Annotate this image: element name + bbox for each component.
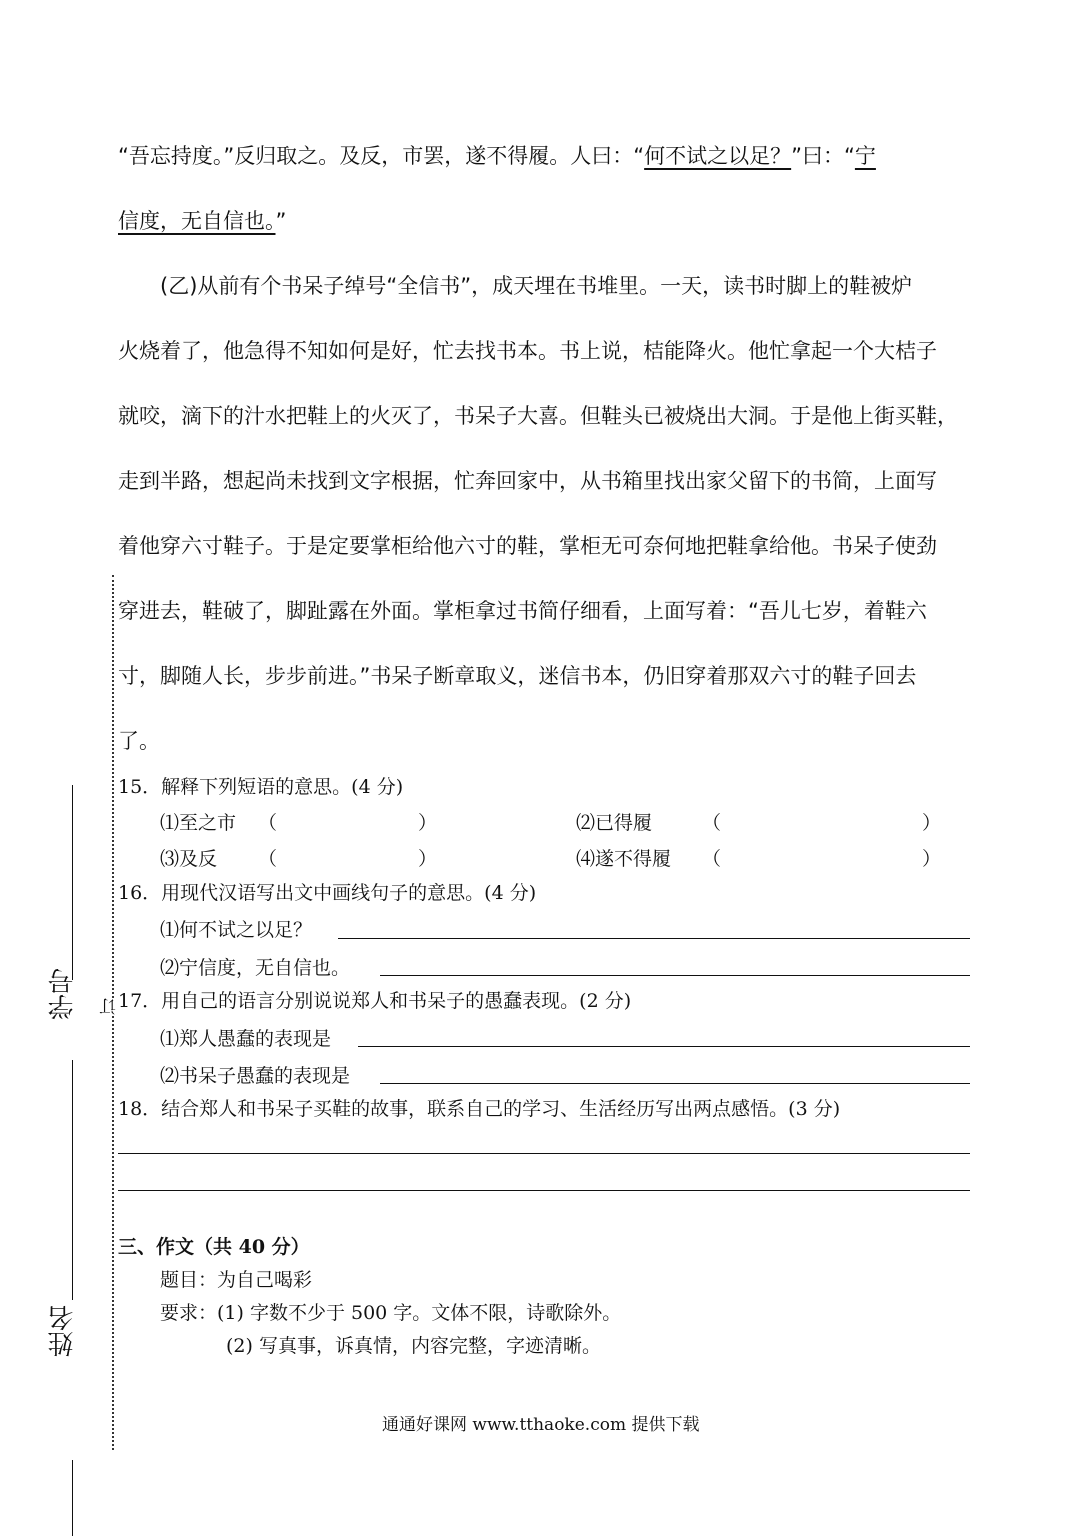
q15-item-2-open-paren: （ <box>702 812 722 834</box>
q15-item-1: ⑴至之市 <box>160 812 237 834</box>
q15-item-2-close-paren: ） <box>922 812 942 834</box>
passage-yi-line: 火烧着了，他急得不知如何是好，忙去找书本。书上说，桔能降火。他忙拿起一个大桔子 <box>118 339 937 363</box>
student-id-label: 学号 <box>48 968 78 1020</box>
underlined-sentence-2-end: 信度，无自信也。 <box>118 209 276 233</box>
q15-item-2: ⑵已得履 <box>576 812 653 834</box>
q18-title: 18．结合郑人和书呆子买鞋的故事，联系自己的学习、生活经历写出两点感悟。(3 分) <box>118 1098 841 1120</box>
passage-yi-line: 穿进去，鞋破了，脚趾露在外面。掌柜拿过书简仔细看，上面写着：“吾儿七岁，着鞋六 <box>118 599 927 623</box>
q15-item-4: ⑷遂不得履 <box>576 848 672 870</box>
essay-heading: 三、作文（共 40 分） <box>118 1236 310 1258</box>
q15-item-4-close-paren: ） <box>922 848 942 870</box>
q16-title: 16．用现代汉语写出文中画线句子的意思。(4 分) <box>118 882 537 904</box>
q16-item-2: ⑵宁信度，无自信也。 <box>160 957 351 979</box>
passage-line-2: 信度，无自信也。” <box>118 209 287 233</box>
q17-answer-line-1[interactable] <box>358 1046 970 1047</box>
q16-item-1: ⑴何不试之以足？ <box>160 919 313 941</box>
essay-requirement-1: 要求：(1) 字数不少于 500 字。文体不限，诗歌除外。 <box>160 1302 622 1324</box>
underlined-sentence-1: 何不试之以足？ <box>644 144 792 168</box>
passage-yi-line: 走到半路，想起尚未找到文字根据，忙奔回家中，从书箱里找出家父留下的书简，上面写 <box>118 469 937 493</box>
underlined-sentence-2-start: 宁 <box>854 144 876 168</box>
q16-answer-line-1[interactable] <box>338 938 970 939</box>
q16-answer-line-2[interactable] <box>380 975 970 976</box>
passage-yi-line: 了。 <box>118 729 160 753</box>
q15-title: 15．解释下列短语的意思。(4 分) <box>118 776 404 798</box>
passage-yi-line: 寸，脚随人长，步步前进。”书呆子断章取义，迷信书本，仍旧穿着那双六寸的鞋子回去 <box>118 664 917 688</box>
q15-item-3-close-paren: ） <box>418 848 438 870</box>
q17-title: 17．用自己的语言分别说说郑人和书呆子的愚蠢表现。(2 分) <box>118 990 632 1012</box>
q18-answer-line-1[interactable] <box>118 1153 970 1154</box>
footer-credit: 通通好课网 www.tthaoke.com 提供下载 <box>382 1415 700 1435</box>
q15-item-3-open-paren: （ <box>258 848 278 870</box>
q17-answer-line-2[interactable] <box>380 1083 970 1084</box>
essay-topic: 题目：为自己喝彩 <box>160 1269 313 1291</box>
q15-item-3: ⑶及反 <box>160 848 218 870</box>
q18-answer-line-2[interactable] <box>118 1190 970 1191</box>
margin-rule-mid <box>72 1060 73 1300</box>
passage-yi-line: 着他穿六寸鞋子。于是定要掌柜给他六寸的鞋，掌柜无可奈何地把鞋拿给他。书呆子使劲 <box>118 534 937 558</box>
passage-yi-line: 就咬，滴下的汁水把鞋上的火灭了，书呆子大喜。但鞋头已被烧出大洞。于是他上街买鞋， <box>118 404 958 428</box>
binding-label: 订 <box>97 998 122 1015</box>
margin-rule-top <box>72 785 73 980</box>
name-label: 姓名 <box>48 1305 78 1357</box>
margin-rule-bottom <box>72 1460 73 1536</box>
q17-item-1: ⑴郑人愚蠢的表现是 <box>160 1028 332 1050</box>
q17-item-2: ⑵书呆子愚蠢的表现是 <box>160 1065 351 1087</box>
essay-requirement-2: (2) 写真事，诉真情，内容完整，字迹清晰。 <box>226 1335 601 1357</box>
q15-item-1-open-paren: （ <box>258 812 278 834</box>
passage-line-1: “吾忘持度。”反归取之。及反，市罢，遂不得履。人曰：“何不试之以足？”曰：“宁 <box>118 144 876 168</box>
passage-yi-line: (乙)从前有个书呆子绰号“全信书”，成天埋在书堆里。一天，读书时脚上的鞋被炉 <box>160 274 913 298</box>
q15-item-4-open-paren: （ <box>702 848 722 870</box>
q15-item-1-close-paren: ） <box>418 812 438 834</box>
